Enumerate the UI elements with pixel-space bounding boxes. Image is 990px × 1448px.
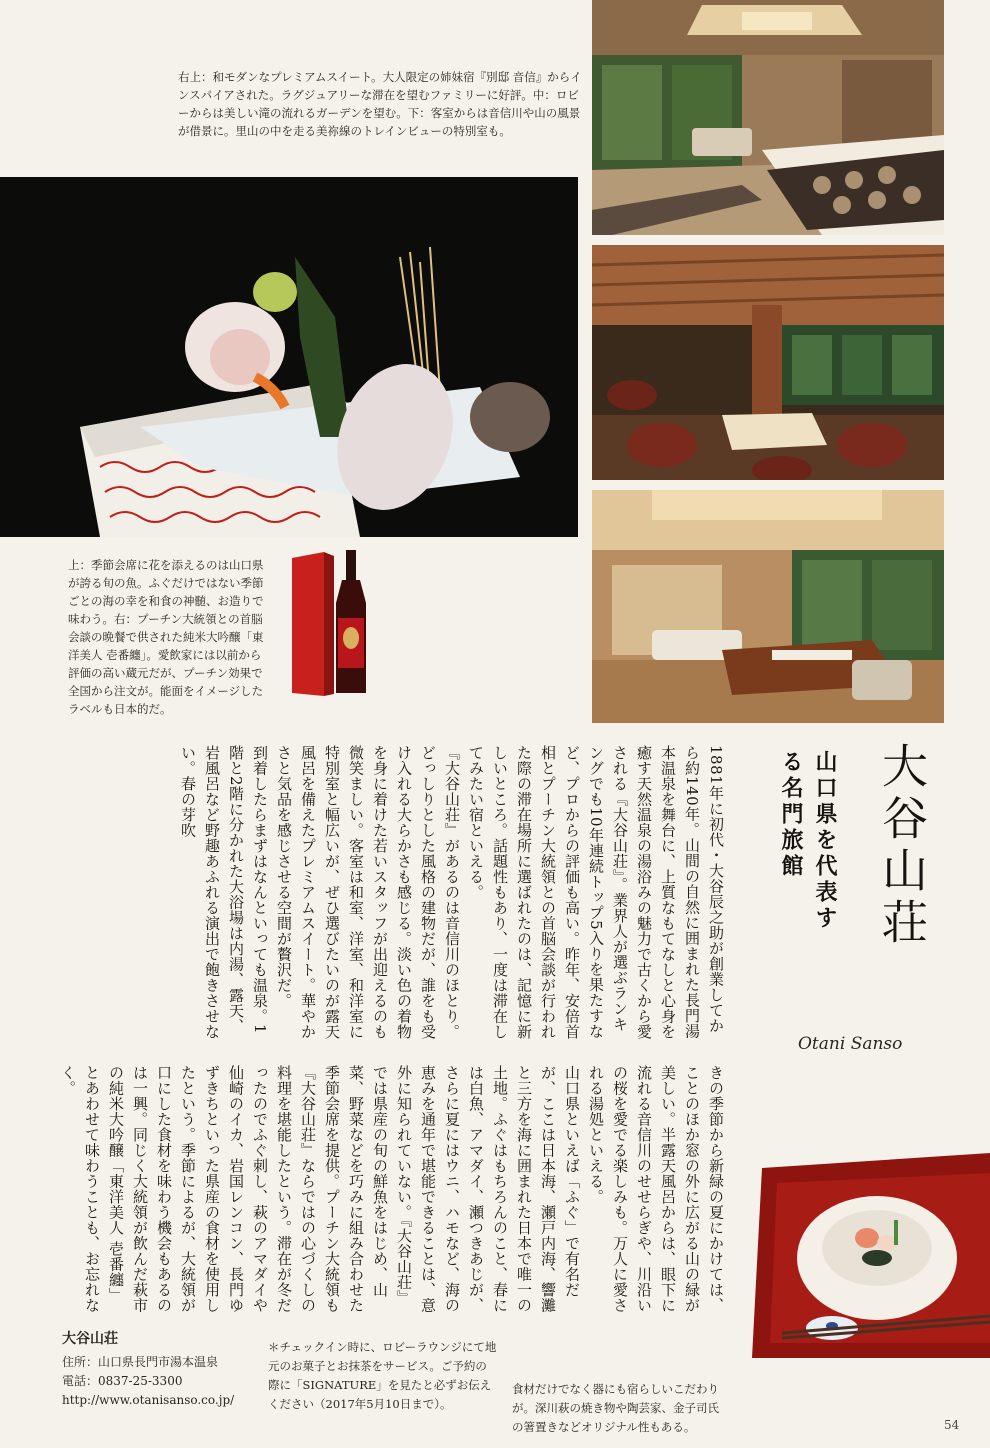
photo-premium-suite [592, 0, 944, 235]
photo-lobby [592, 245, 944, 480]
body-text-lower: きの季節から新緑の夏にかけては、ことのほか窓の外に広がる山の緑が美しい。半露天風呂からは、眼下に流れる音信川のせせらぎや、川沿いの桜を愛でる楽しみも。万人に愛される湯処といえる。 山口県といえば「ふぐ」で有名だが、ここは日本海、瀬戸内海、響灘と三方を海に囲まれた日本で唯一の土地。ふぐはもちろんのこと、春には白魚、アマダイ、瀬つきあじが、さらに夏にはウニ、ハモなど、海の恵みを通年で堪能できることは、意外に知られていない。『大谷山荘』では県産の旬の鮮魚をはじめ、山菜、野菜などを巧みに組み合わせた季節会席を提供。プーチン大統領も『大谷山荘』ならではの心づくしの料理を堪能したという。滞在が冬だったのでふぐ刺し、萩のアマダイや仙崎のイカ、岩国レンコン、長門ゆずきちといった県産の食材を使用したという。季節によるが、大統領が口にした食材を味わう機会もあるのは一興。同じく大統領が飲んだ萩市の純米大吟醸「東洋美人 壱番纏」とあわせて味わうことも、お忘れなく。 [59, 1065, 725, 1313]
caption-rooms-text: 右上：和モダンなプレミアムスイート。大人限定の姉妹宿『別邸 音信』からインスパイアされた。ラグジュアリーな滞在を望むファミリーに好評。中：ロビーからは美しい滝の流れるガーデンを望む。下：客室からは音信川や山の風景が借景に。里山の中を走る美祢線のトレインビューの特別室も。 [178, 70, 582, 138]
caption-rooms [178, 68, 582, 140]
info-name: 大谷山荘 [62, 1331, 118, 1347]
checkin-note: ＊チェックイン時に、ロビーラウンジにて地元のお菓子とお抹茶をサービス。ご予約の際に「SIGNATURE」を見たと必ずお伝えください（2017年5月10日まで）。 [268, 1340, 497, 1411]
body-text-upper: 1881年に初代・大谷辰之助が創業してから約140年。山間の自然に囲まれた長門湯本温泉を舞台に、上質なもてなしと心身を癒す天然温泉の湯浴みの魅力で古くから愛される『大谷山荘』。業界人が選ぶランキングでも10年連続トップ5入りを果たすなど、プロからの評価も高い。昨年、安倍首相とプーチン大統領との首脳会談が行われた際の滞在場所に選ばれたのは、記憶に新しいところ。話題性もあり、一度は滞在してみたい宿といえる。 『大谷山荘』があるのは音信川のほとり。どっしりとした風格の建物だが、誰をも受け入れる大らかさも感じる。淡い色の着物を身に着けた若いスタッフが出迎えるのも微笑ましい。客室は和室、洋室、和洋室に特別室と幅広いが、ぜひ選びたいのが露天風呂を備えたプレミアムスイート。華やかさと気品を感じさせる空間が贅沢だ。 到着したらまずはなんといっても温泉。1階と2階に分かれた大浴場は内湯、露天、岩風呂など野趣あふれる演出で飽きさせない。春の芽吹 [179, 745, 725, 1040]
caption-food [68, 556, 266, 718]
photo-dish [742, 1148, 990, 1358]
article-title: 大谷山荘 [875, 742, 929, 950]
photo-guest-room [592, 490, 944, 723]
photo-sashimi [0, 177, 578, 537]
article-subtitle: 山口県を代表する名門旅館 [778, 750, 838, 932]
info-phone: 電話：0837-25-3300 [62, 1374, 183, 1388]
info-url[interactable]: http://www.otanisanso.co.jp/ [62, 1393, 235, 1407]
caption-food-text: 上：季節会席に花を添えるのは山口県が誇る旬の魚。ふぐだけではない季節ごとの海の幸を和食の神髄、お造りで味わう。右：プーチン大統領との首脳会談の晩餐で供された純米大吟醸「東洋美人 壱番纏」。愛飲家には以前から評価の高い蔵元だが、プーチン効果で全国から注文が。能面をイメージしたラベルも日本的だ。 [68, 558, 264, 716]
romaji-name: Otani Sanso [798, 1034, 903, 1054]
photo-sake-bottle [284, 548, 384, 698]
page-number: 54 [944, 1418, 960, 1432]
caption-dish: 食材だけでなく器にも宿らしいこだわりが。深川萩の焼き物や陶芸家、金子司氏の箸置きなどオリジナル性もある。 [512, 1382, 719, 1434]
info-block [62, 1330, 252, 1410]
info-address: 住所：山口県長門市湯本温泉 [62, 1355, 219, 1369]
